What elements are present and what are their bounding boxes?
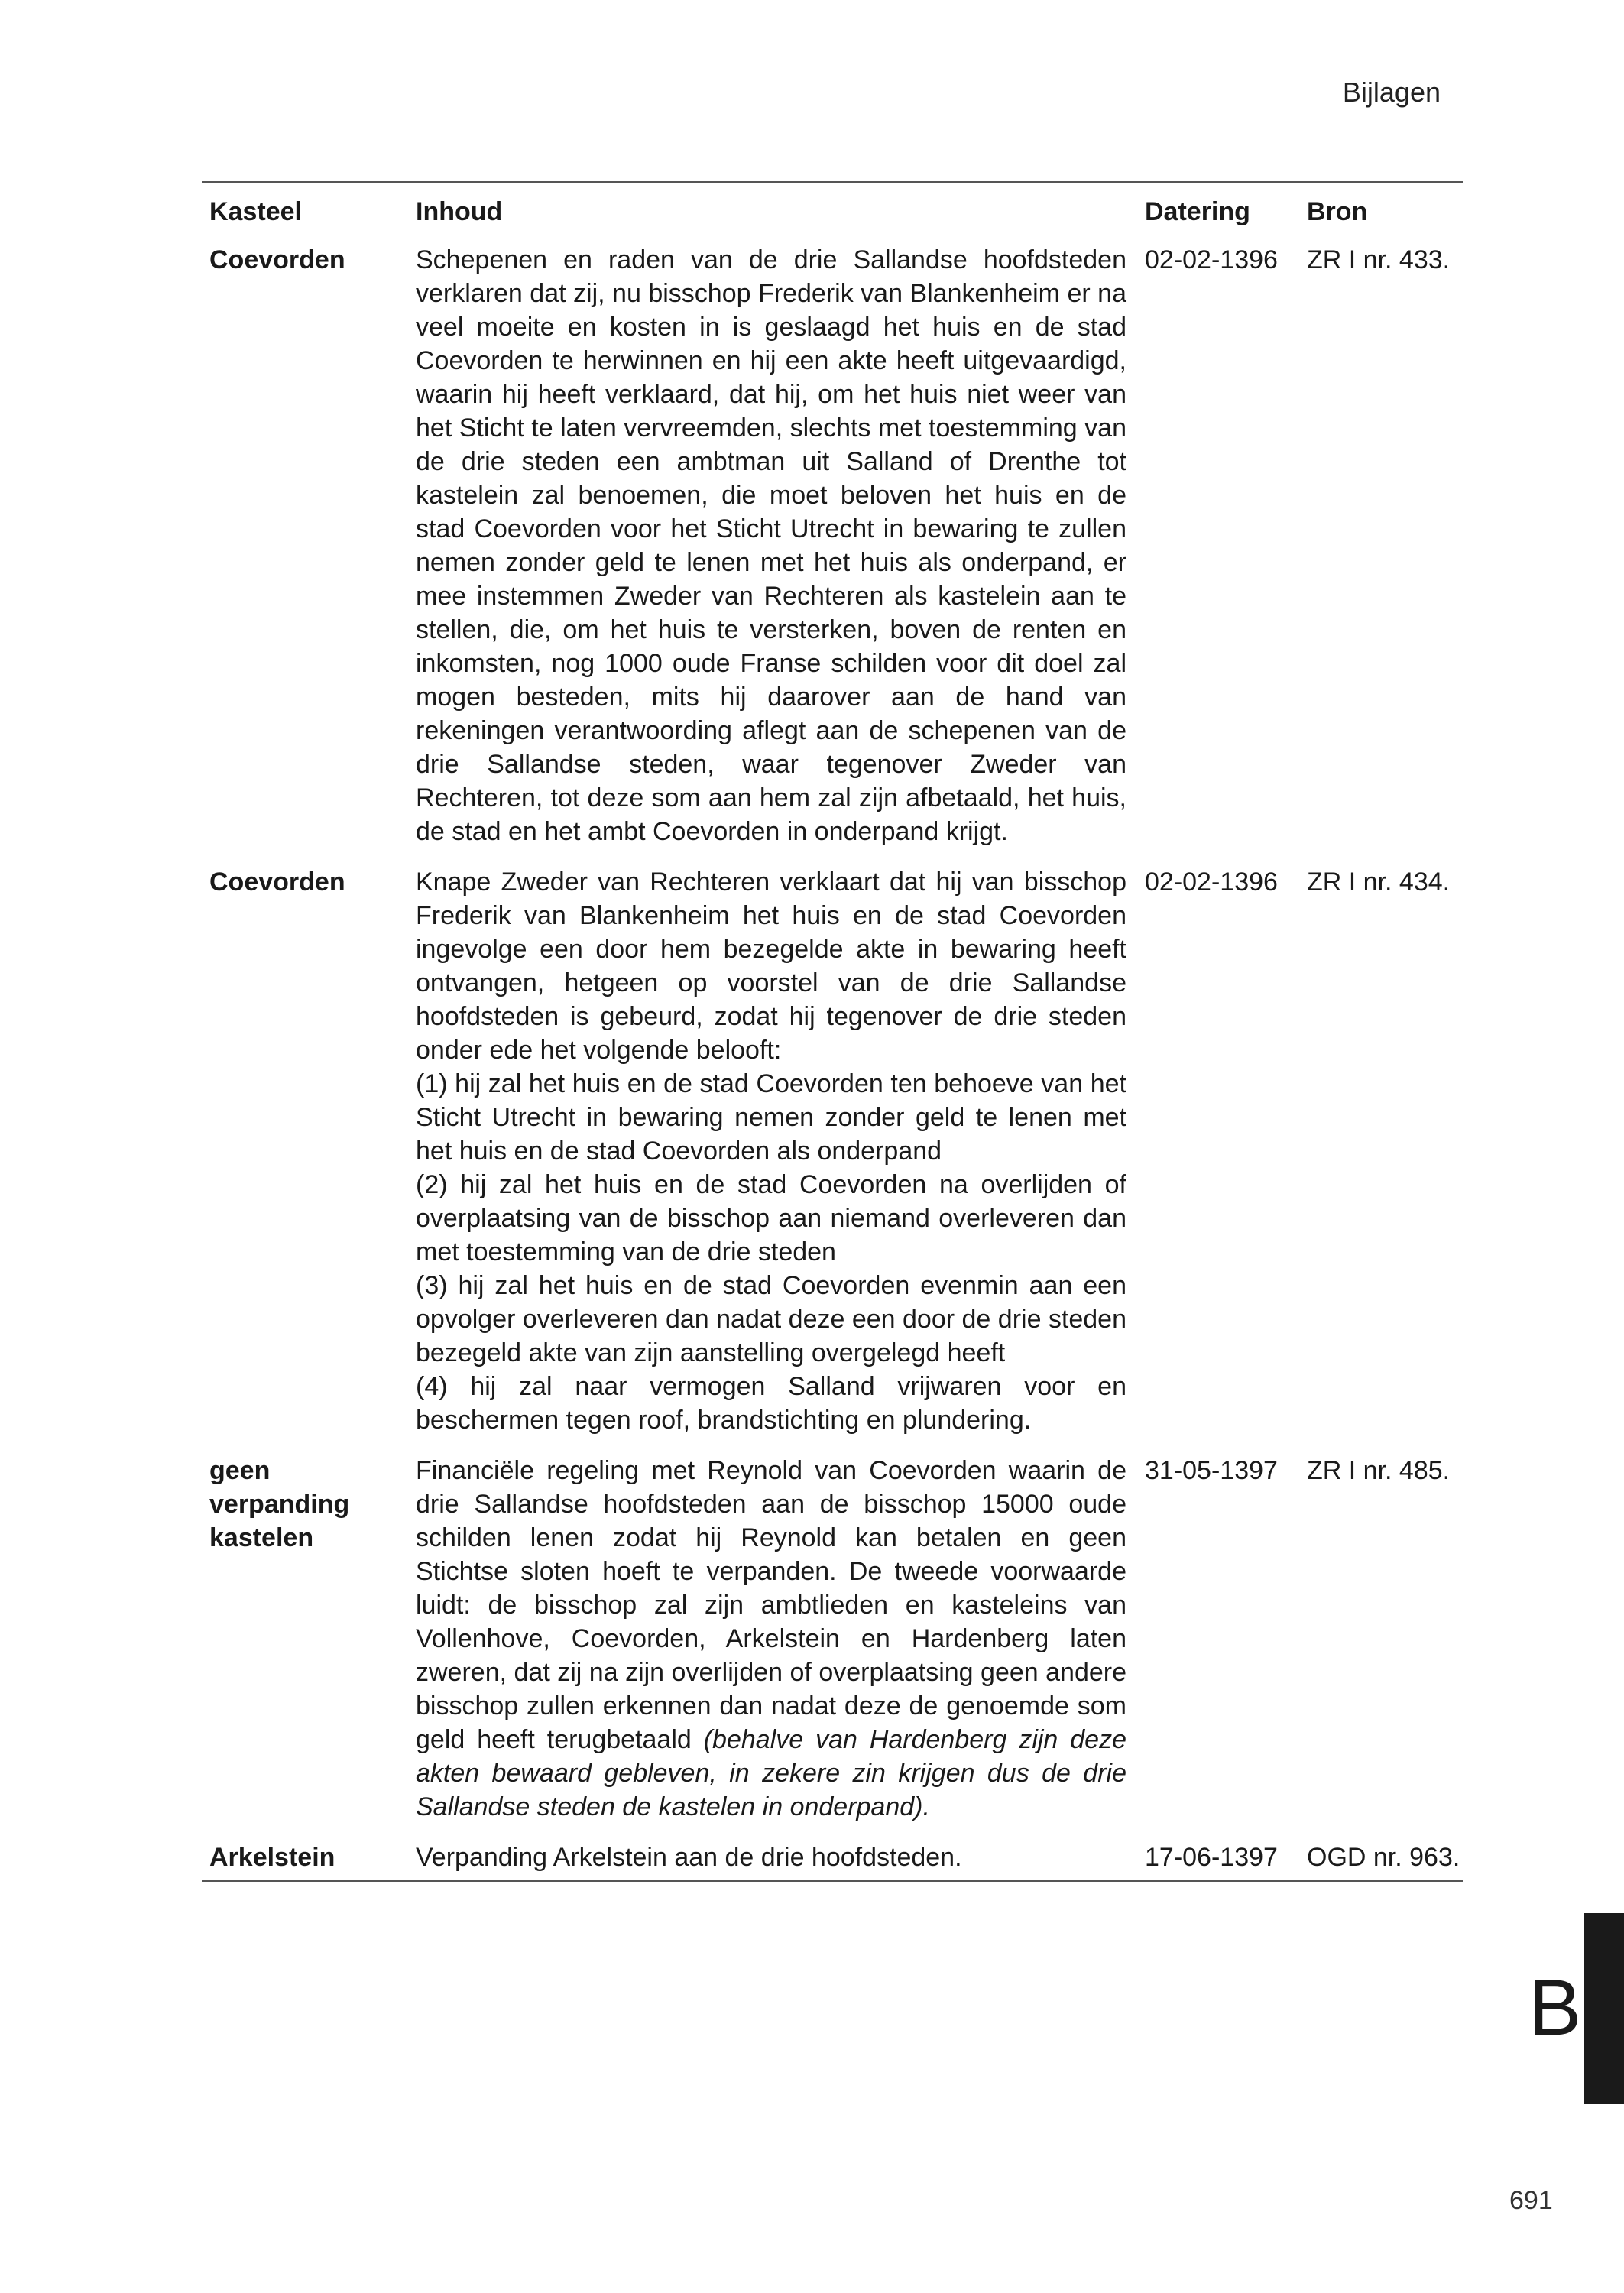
cell-datering: 31-05-1397 [1145, 1456, 1278, 1485]
inhoud-item-3: (3) hij zal het huis en de stad Coevorden evenmin aan een opvolger overleveren dan nadat deze een door de drie steden bezegeld akte van zijn aanstelling overgelegd heeft [416, 1271, 1127, 1367]
column-header-inhoud: Inhoud [416, 197, 503, 226]
cell-datering: 02-02-1396 [1145, 245, 1278, 274]
column-header-bron: Bron [1307, 197, 1368, 226]
cell-datering: 02-02-1396 [1145, 868, 1278, 897]
section-thumb-tab [1584, 1913, 1624, 2104]
table-header-row [202, 182, 1463, 232]
cell-kasteel: geen verpanding kastelen [209, 1456, 350, 1552]
table-row [202, 1830, 1463, 1881]
inhoud-text: Financiële regeling met Reynold van Coevorden waarin de drie Sallandse hoofdsteden aan de bisschop 15000 oude schilden lenen zodat hij Reynold kan betalen en geen Stichtse sloten hoeft te verpanden. De tweede voorwaarde luidt: de bisschop zal zijn ambtlieden en kasteleins van Vollenhove, Coevorden, Arkelstein en Hardenberg laten zweren, dat zij na zijn overlijden of overplaatsing geen andere bisschop zullen erkennen dan nadat deze de genoemde som geld heeft terugbetaald [416, 1456, 1126, 1754]
cell-inhoud: Verpanding Arkelstein aan de drie hoofdsteden. [416, 1843, 962, 1872]
cell-bron: ZR I nr. 434. [1307, 868, 1451, 897]
cell-bron: ZR I nr. 433. [1307, 245, 1451, 274]
cell-bron: OGD nr. 963. [1307, 1843, 1460, 1872]
cell-inhoud: Schepenen en raden van de drie Sallandse hoofdsteden verklaren dat zij, nu bisschop Frederik van Blankenheim er na veel moeite en kosten in is geslaagd het huis en de stad Coevorden te herwinnen en hij een akte heeft uitgevaardigd, waarin hij heeft verklaard, dat hij, om het huis niet weer van het Sticht te laten vervreemden, slechts met toestemming van de drie steden een ambtman uit Salland of Drenthe tot kastelein zal benoemen, die moet beloven het huis en de stad Coevorden voor het Sticht Utrecht in bewaring te zullen nemen zonder geld te lenen met het huis als onderpand, er mee instemmen Zweder van Rechteren als kastelein aan te stellen, die, om het huis te versterken, boven de renten en inkomsten, nog 1000 oude Franse schilden voor dit doel zal mogen besteden, mits hij daarover aan de hand van rekeningen verantwoording aflegt aan de schepenen van de drie Sallandse steden, waar tegenover Zweder van Rechteren, tot deze som aan hem zal zijn afbetaald, het huis, de stad en het ambt Coevorden in onderpand krijgt. [416, 245, 1126, 846]
inhoud-item-4: (4) hij zal naar vermogen Salland vrijwaren voor en beschermen tegen roof, brandstichting en plundering. [416, 1372, 1126, 1435]
cell-inhoud [408, 1443, 1137, 1830]
column-header-kasteel: Kasteel [209, 197, 302, 226]
table-row [202, 855, 1463, 1443]
table-row [202, 1443, 1463, 1830]
table-row [202, 232, 1463, 855]
column-header-datering: Datering [1145, 197, 1250, 226]
cell-kasteel: Coevorden [209, 245, 345, 274]
inhoud-item-2: (2) hij zal het huis en de stad Coevorden na overlijden of overplaatsing van de bisschop aan niemand overleveren dan met toestemming van de drie steden [416, 1170, 1126, 1267]
section-letter: B [1528, 1964, 1582, 2052]
page-number: 691 [1509, 2186, 1553, 2215]
inhoud-item-1: (1) hij zal het huis en de stad Coevorden ten behoeve van het Sticht Utrecht in bewaring nemen zonder geld te lenen met het huis en de stad Coevorden als onderpand [416, 1069, 1126, 1166]
cell-inhoud [408, 855, 1137, 1443]
charters-table [202, 181, 1463, 1882]
inhoud-paragraph: Knape Zweder van Rechteren verklaart dat hij van bisschop Frederik van Blankenheim het huis en de stad Coevorden ingevolge een door hem bezegelde akte in bewaring heeft ontvangen, hetgeen op voorstel van de drie Sallandse hoofdsteden is gebeurd, zodat hij tegenover de drie steden onder ede het volgende belooft: [416, 868, 1126, 1065]
cell-bron: ZR I nr. 485. [1307, 1456, 1451, 1485]
cell-kasteel: Coevorden [209, 868, 345, 897]
running-header: Bijlagen [1342, 76, 1441, 108]
inhoud-italic-note: (behalve van Hardenberg zijn deze akten bewaard gebleven, in zekere zin krijgen dus de drie Sallandse steden de kastelen in onderpand). [416, 1725, 1126, 1821]
cell-datering: 17-06-1397 [1145, 1843, 1278, 1872]
cell-kasteel: Arkelstein [209, 1843, 335, 1872]
